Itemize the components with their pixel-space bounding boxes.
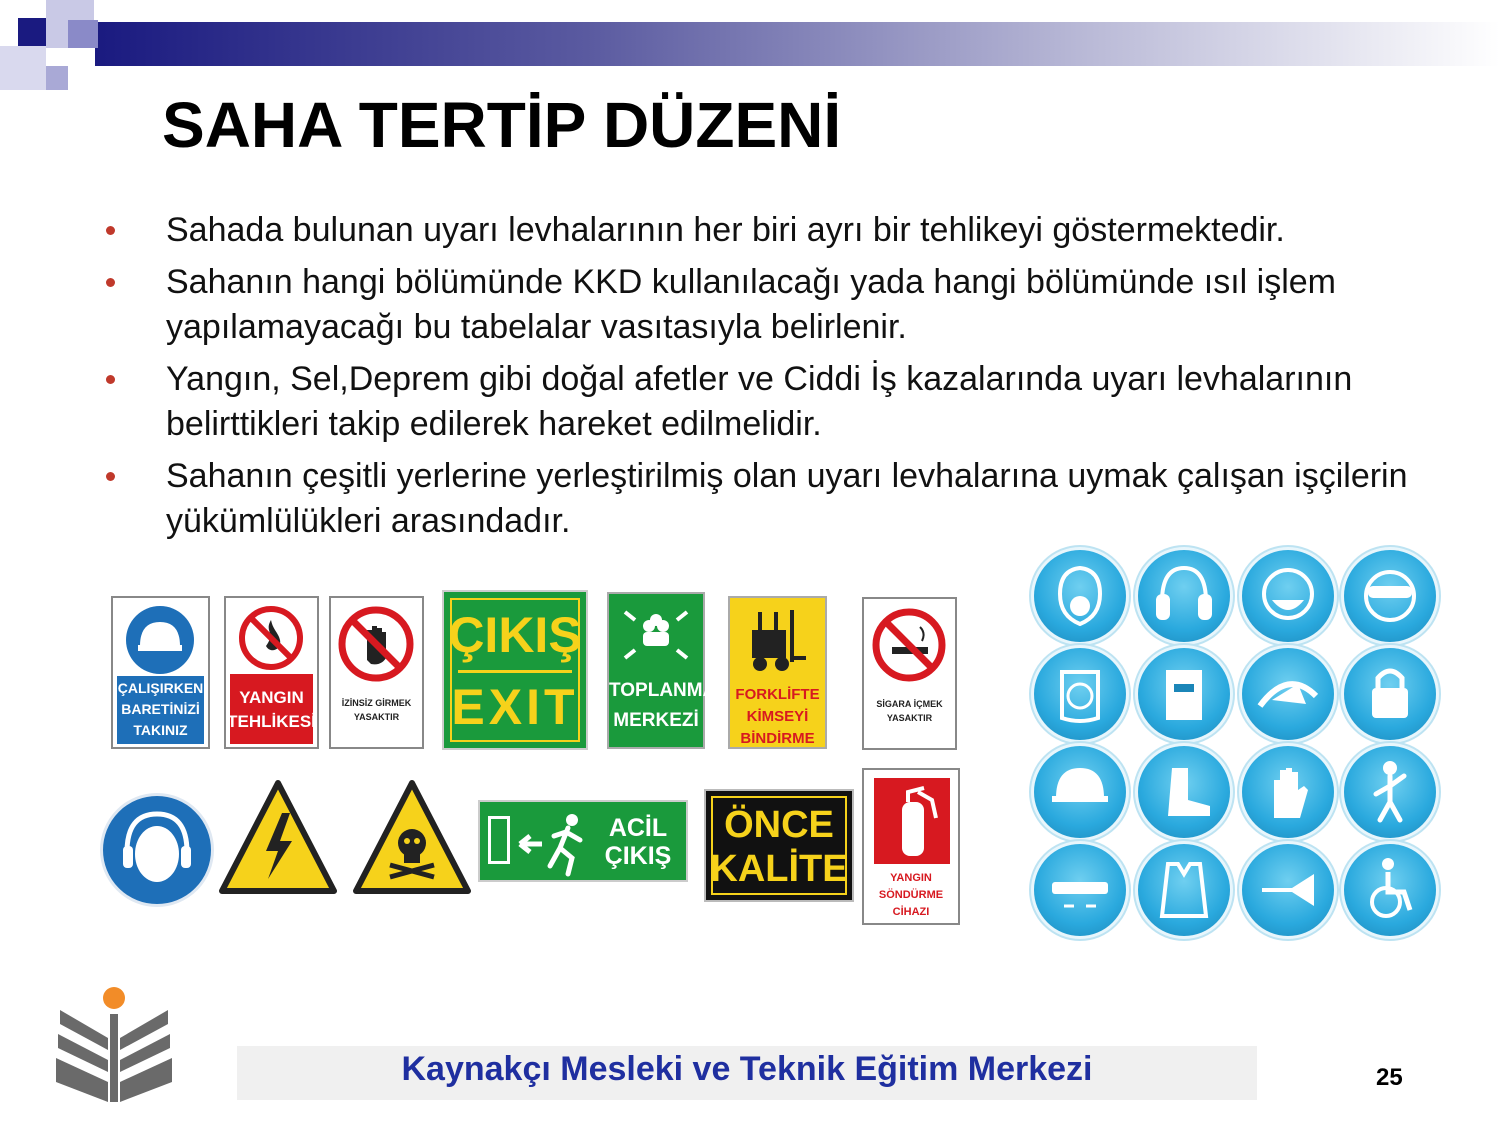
no-entry-hand-icon (331, 600, 422, 690)
bullet-dot (106, 375, 115, 384)
page-number: 25 (1376, 1064, 1403, 1091)
wheelchair-icon (1344, 844, 1436, 936)
emergency-exit-sign (478, 800, 688, 882)
welding-mask-icon (1138, 648, 1230, 740)
header-gradient-bar (95, 22, 1500, 66)
assembly-icon (609, 598, 703, 668)
no-entry-sign (329, 596, 424, 749)
assembly-line: TOPLANMA (609, 680, 717, 701)
emergency-exit-line: ÇIKIŞ (604, 842, 672, 870)
extinguisher-line: SÖNDÜRME (878, 889, 944, 901)
toxic-warning-sign (352, 779, 472, 899)
forklift-icon (730, 600, 825, 680)
fire-danger-sign (224, 596, 319, 749)
bullet-list (106, 208, 1446, 551)
grinding-guard-icon (1242, 648, 1334, 740)
forklift-line: FORKLİFTE (735, 686, 820, 703)
safety-boot-icon (1138, 746, 1230, 838)
no-smoking-sign (862, 597, 957, 750)
header-square-lavender (46, 66, 68, 90)
fire-extinguisher-sign (862, 768, 960, 925)
hard-hat-icon (1034, 746, 1126, 838)
ear-protection-icon (103, 796, 211, 904)
quality-first-sign (704, 789, 854, 902)
safety-harness-icon (1344, 746, 1436, 838)
footer-institution-name: Kaynakçı Mesleki ve Teknik Eğitim Merkezi (401, 1050, 1093, 1088)
bullet-text: Sahada bulunan uyarı levhalarının her biri ayrı bir tehlikeyi göstermektedir. (166, 211, 1285, 249)
header-square-mid (68, 20, 98, 48)
fire-sign-line: YANGIN (239, 688, 304, 707)
quality-line: ÖNCE (724, 804, 834, 846)
bullet-dot (106, 226, 115, 235)
bullet-text: Sahanın çeşitli yerlerine yerleştirilmiş olan uyarı levhalarına uymak çalışan işçilerin yükümlülükleri arasındadır. (166, 457, 1408, 540)
forklift-line: KİMSEYİ (746, 708, 809, 725)
no-fire-icon (226, 600, 317, 676)
gas-mask-icon (1034, 550, 1126, 642)
training-center-logo (52, 986, 182, 1104)
fire-extinguisher-icon (874, 778, 950, 864)
seat-belt-icon (1034, 844, 1126, 936)
exit-sign (442, 590, 588, 750)
quality-line: KALİTE (710, 848, 848, 890)
bullet-item (106, 208, 1446, 253)
ear-protection-sign (100, 793, 214, 907)
fire-sign-line: TEHLİKESİ (227, 712, 316, 731)
header-square-dark (18, 18, 46, 46)
exit-tr-text: ÇIKIŞ (448, 607, 582, 663)
helmet-sign-line: ÇALIŞIRKEN (117, 680, 204, 696)
no-entry-line: İZİNSİZ GİRMEK (341, 698, 412, 708)
bullet-dot (106, 472, 115, 481)
running-man-icon (514, 808, 594, 878)
slide-title: SAHA TERTİP DÜZENİ (162, 89, 842, 161)
bullet-dot (106, 278, 115, 287)
face-shield-icon (1034, 648, 1126, 740)
helmet-sign-line: BARETİNİZİ (121, 701, 200, 717)
safety-vest-icon (1138, 844, 1230, 936)
bullet-item (106, 454, 1446, 544)
horn-icon (1242, 844, 1334, 936)
high-voltage-warning-sign (218, 779, 338, 899)
exit-en-text: EXIT (451, 679, 579, 735)
dust-mask-icon (1242, 550, 1334, 642)
helmet-sign-line: TAKINIZ (133, 722, 188, 738)
no-smoking-line: YASAKTIR (886, 713, 933, 723)
extinguisher-line: CİHAZI (892, 906, 930, 918)
no-smoking-icon (864, 601, 955, 691)
header-square-pale (0, 46, 46, 90)
assembly-point-sign (607, 592, 717, 749)
emergency-exit-line: ACİL (608, 814, 668, 842)
bullet-item (106, 260, 1446, 350)
safety-goggles-icon (1344, 550, 1436, 642)
assembly-line: MERKEZİ (613, 710, 699, 731)
forklift-line: BİNDİRME (740, 730, 815, 747)
gloves-icon (1242, 746, 1334, 838)
helmet-icon (113, 600, 208, 680)
no-smoking-line: SİGARA İÇMEK (876, 699, 943, 709)
extinguisher-line: YANGIN (890, 872, 932, 884)
forklift-sign (728, 596, 827, 749)
helmet-sign (111, 596, 210, 749)
bullet-item (106, 357, 1446, 447)
bullet-text: Yangın, Sel,Deprem gibi doğal afetler ve Ciddi İş kazalarında uyarı levhalarının belirttikleri takip edilerek hareket edilmelidir. (166, 360, 1353, 443)
lockout-padlock-icon (1344, 648, 1436, 740)
ear-muff-icon (1138, 550, 1230, 642)
no-entry-line: YASAKTIR (353, 712, 400, 722)
bullet-text: Sahanın hangi bölümünde KKD kullanılacağı yada hangi bölümünde ısıl işlem yapılamayacağı bu tabelalar vasıtasıyla belirlenir. (166, 263, 1336, 346)
